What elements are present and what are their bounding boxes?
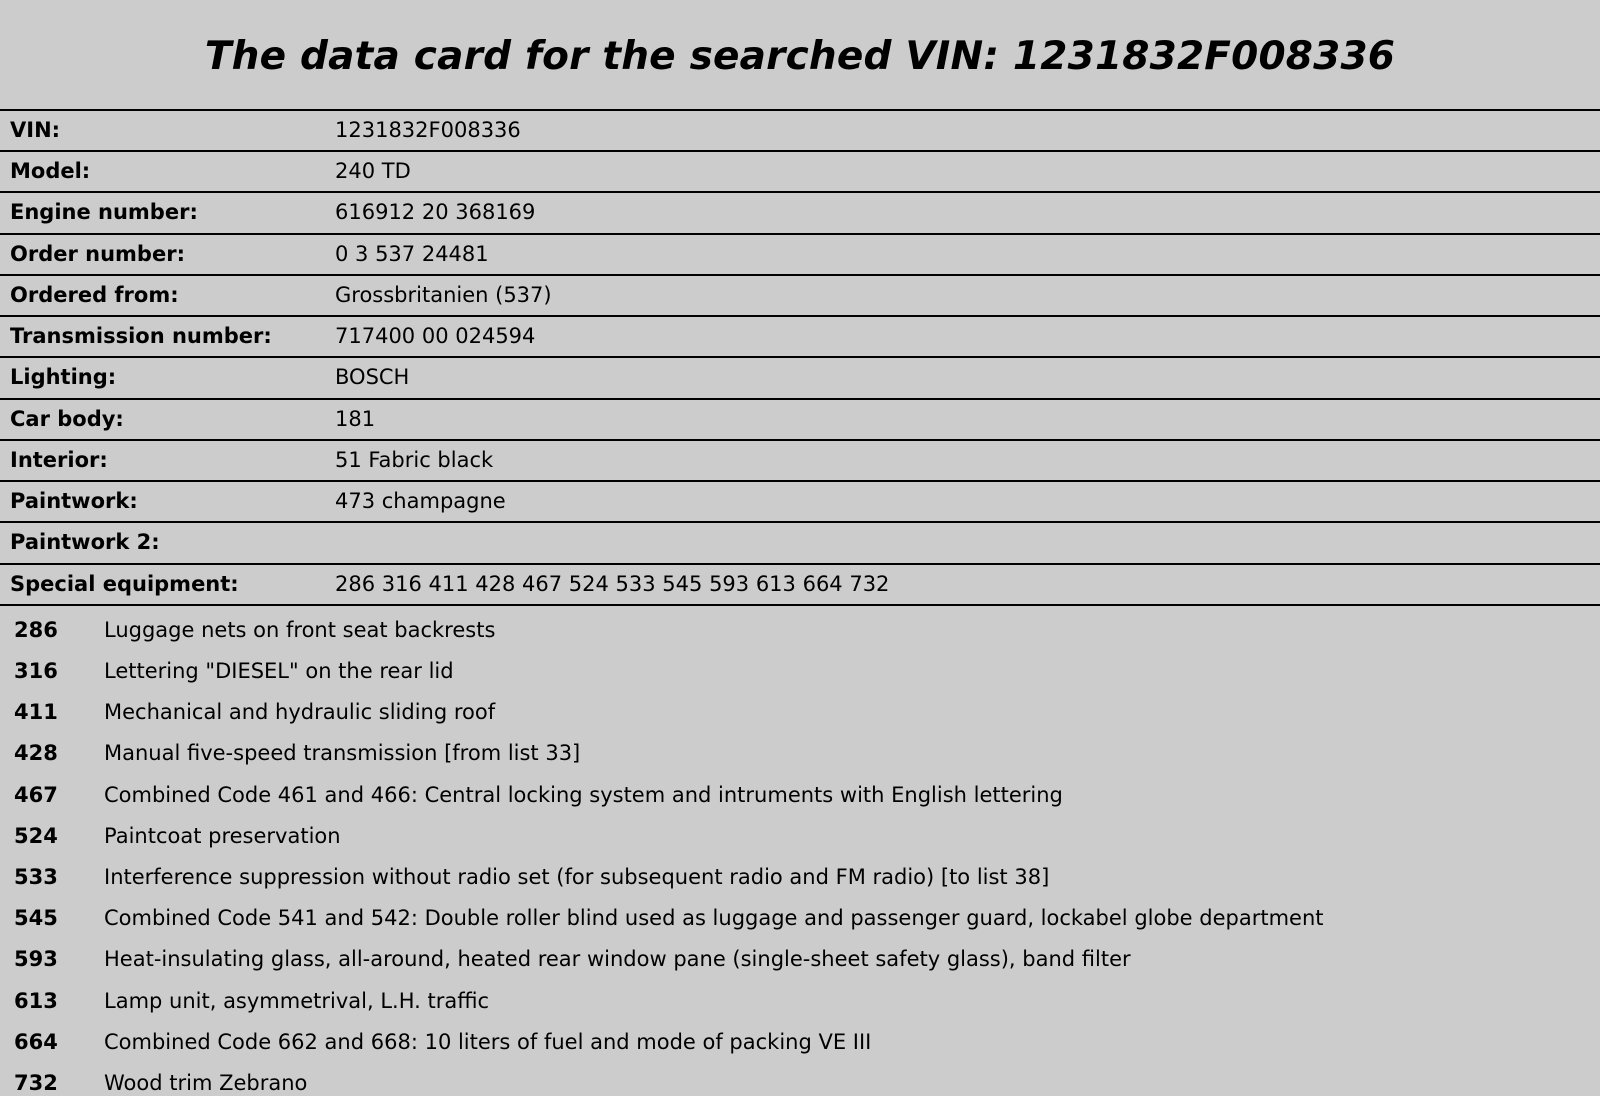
- detail-label: Interior:: [10, 447, 108, 472]
- detail-label: Lighting:: [10, 365, 117, 390]
- detail-row: [0, 151, 1600, 192]
- equipment-code: 428: [14, 741, 58, 766]
- equipment-description: Combined Code 461 and 466: Central locking system and intruments with English lettering: [104, 782, 1063, 807]
- special-equipment-table: [0, 610, 1600, 1096]
- detail-value: BOSCH: [335, 365, 410, 390]
- equipment-row: [0, 775, 1600, 816]
- equipment-code: 533: [14, 865, 58, 890]
- detail-row: [0, 275, 1600, 316]
- page-title: The data card for the searched VIN: 1231832F008336: [204, 34, 1396, 79]
- vehicle-details-table: [0, 109, 1600, 606]
- detail-value: 240 TD: [335, 159, 411, 184]
- detail-row: [0, 522, 1600, 563]
- detail-row: [0, 192, 1600, 233]
- equipment-row: [0, 651, 1600, 692]
- equipment-description: Wood trim Zebrano: [104, 1070, 308, 1095]
- equipment-description: Lettering "DIESEL" on the rear lid: [104, 659, 454, 684]
- equipment-description: Manual five-speed transmission [from list 33]: [104, 741, 581, 766]
- detail-label: Order number:: [10, 241, 185, 266]
- special-equipment-body: [0, 610, 1600, 1096]
- equipment-row: [0, 816, 1600, 857]
- equipment-code: 545: [14, 906, 58, 931]
- equipment-code: 732: [14, 1070, 58, 1095]
- detail-label: Paintwork 2:: [10, 530, 160, 555]
- detail-value: 717400 00 024594: [335, 324, 536, 349]
- detail-value: 473 champagne: [335, 489, 506, 514]
- equipment-code: 316: [14, 659, 58, 684]
- detail-row: [0, 357, 1600, 398]
- detail-value: 286 316 411 428 467 524 533 545 593 613 664 732: [335, 571, 890, 596]
- equipment-row: [0, 857, 1600, 898]
- detail-label: VIN:: [10, 117, 61, 142]
- detail-row: [0, 234, 1600, 275]
- equipment-code: 524: [14, 823, 58, 848]
- detail-row: [0, 440, 1600, 481]
- equipment-description: Interference suppression without radio set (for subsequent radio and FM radio) [to list 38]: [104, 865, 1050, 890]
- equipment-row: [0, 733, 1600, 774]
- detail-row: [0, 564, 1600, 605]
- detail-value: 0 3 537 24481: [335, 241, 489, 266]
- equipment-row: [0, 981, 1600, 1022]
- detail-value: 616912 20 368169: [335, 200, 536, 225]
- equipment-description: Heat-insulating glass, all-around, heated rear window pane (single-sheet safety glass), band filter: [104, 947, 1131, 972]
- equipment-row: [0, 939, 1600, 980]
- equipment-description: Paintcoat preservation: [104, 823, 341, 848]
- detail-value: 1231832F008336: [335, 117, 521, 142]
- equipment-code: 613: [14, 988, 58, 1013]
- equipment-row: [0, 610, 1600, 651]
- equipment-code: 286: [14, 617, 58, 642]
- detail-label: Engine number:: [10, 200, 198, 225]
- detail-row: [0, 399, 1600, 440]
- detail-row: [0, 481, 1600, 522]
- equipment-description: Combined Code 662 and 668: 10 liters of fuel and mode of packing VE III: [104, 1029, 872, 1054]
- detail-label: Paintwork:: [10, 489, 138, 514]
- detail-label: Ordered from:: [10, 282, 179, 307]
- detail-row: [0, 316, 1600, 357]
- equipment-description: Combined Code 541 and 542: Double roller blind used as luggage and passenger guard, lockabel globe department: [104, 906, 1324, 931]
- detail-value: 51 Fabric black: [335, 447, 494, 472]
- detail-label: Car body:: [10, 406, 124, 431]
- equipment-description: Lamp unit, asymmetrival, L.H. traffic: [104, 988, 490, 1013]
- equipment-row: [0, 1063, 1600, 1096]
- equipment-code: 593: [14, 947, 58, 972]
- detail-label: Model:: [10, 159, 91, 184]
- detail-label: Transmission number:: [10, 324, 272, 349]
- equipment-row: [0, 898, 1600, 939]
- vehicle-details-body: [0, 110, 1600, 605]
- equipment-code: 411: [14, 700, 58, 725]
- equipment-description: Luggage nets on front seat backrests: [104, 617, 496, 642]
- equipment-row: [0, 692, 1600, 733]
- equipment-row: [0, 1022, 1600, 1063]
- detail-label: Special equipment:: [10, 571, 239, 596]
- equipment-description: Mechanical and hydraulic sliding roof: [104, 700, 496, 725]
- detail-value: 181: [335, 406, 376, 431]
- detail-value: Grossbritanien (537): [335, 282, 552, 307]
- detail-value: [325, 522, 1600, 563]
- equipment-code: 467: [14, 782, 58, 807]
- equipment-code: 664: [14, 1029, 58, 1054]
- detail-row: [0, 110, 1600, 151]
